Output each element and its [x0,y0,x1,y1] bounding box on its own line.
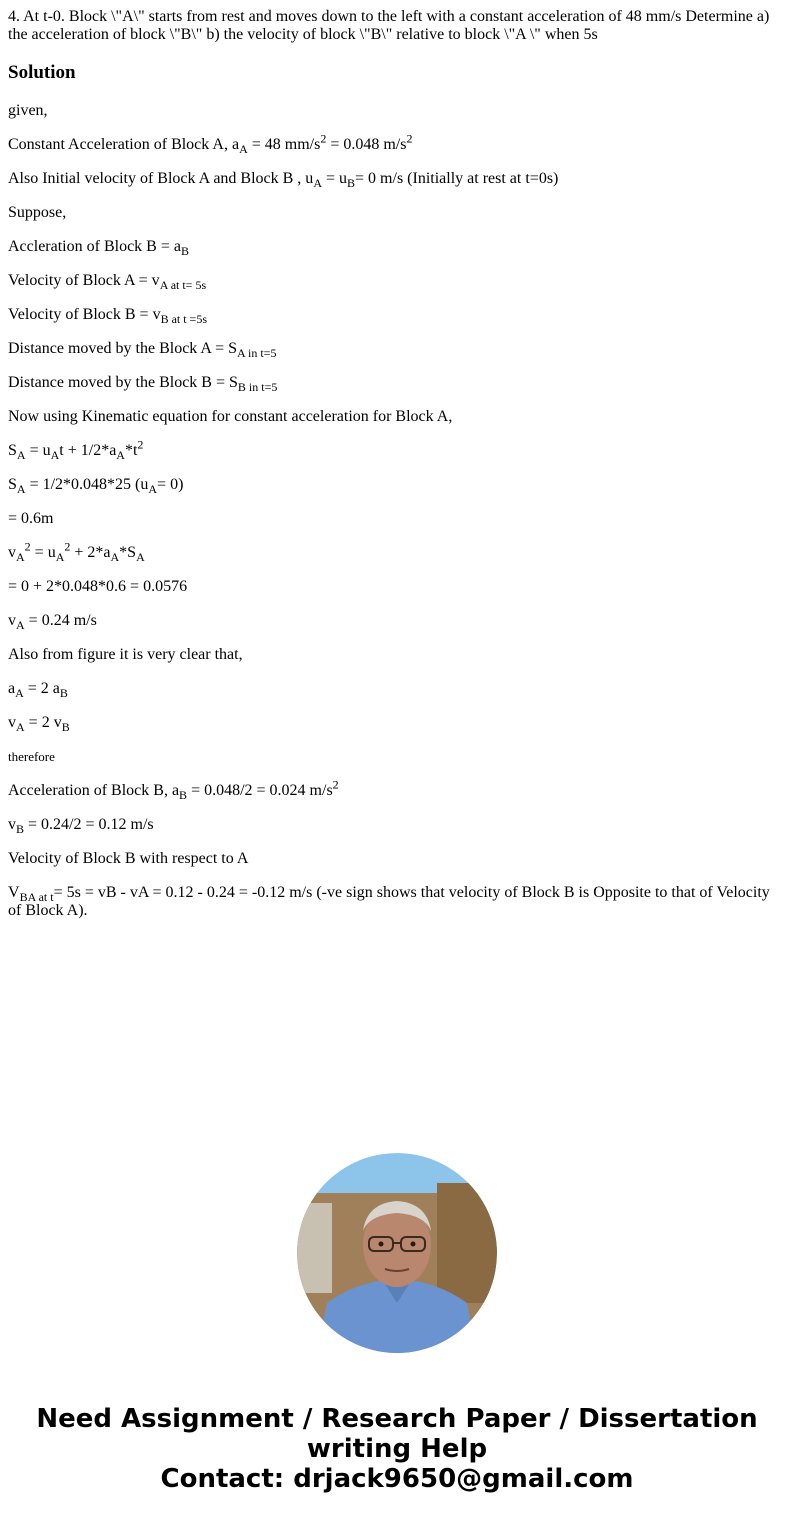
solution-heading: Solution [8,62,76,83]
distance-b-line: Distance moved by the Block $B = S_{B in t=5}$ [8,374,278,395]
equation-velocity-squared: $v_A^2 = u_A^2 + 2*a_A*S_A$ [8,539,145,565]
given-line: given, [8,102,48,119]
velocity-b-result: $v_B = 0.24/2 = 0.12$ m/s [8,816,154,837]
equation-displacement-result: = 0.6m [8,510,54,527]
acceleration-b-result: Acceleration of Block B, $a_B = 0.048/2 = 0.024$ $m/s^2$ [8,777,339,803]
equation-velocity-substituted: = 0 + 2*0.048*0.6 = 0.0576 [8,578,188,595]
velocity-b-line: Velocity of Block $B = v_{B at t =5s}$ [8,306,207,327]
promo-line-1: Need Assignment / Research Paper / Dissertation [36,1404,758,1434]
question-text: 4. At t-0. Block \"A\" starts from rest and moves down to the left with a constant acceleration of 48 mm/s Determine a) the acceleration of block \"B\" b) the velocity of block \"B\" relative to block \"A \" when 5s [8,8,770,43]
initial-velocity-line: Also Initial velocity of Block A and Block B , $u_A = u_B= 0$ m/s (Initially at rest at t=0s) [8,170,559,191]
figure-note-line: Also from figure it is very clear that, [8,646,243,663]
promo-footer [0,1404,794,1494]
promo-line-2: writing Help [306,1434,488,1464]
equation-displacement: $S_A = u_At + 1/2*a_A*t^2$ [8,437,144,463]
equation-displacement-substituted: $S_A = 1/2*0.048*25$ $(u_A= 0)$ [8,476,184,497]
equation-velocity-result: $v_A = 0.24$ m/s [8,612,97,633]
suppose-line: Suppose, [8,204,67,221]
relation-acceleration: $a_A = 2$ $a_B$ [8,680,68,701]
author-photo [297,1153,497,1353]
relation-velocity: $v_A = 2$ $v_B$ [8,714,70,735]
relative-velocity-heading: Velocity of Block B with respect to A [8,850,249,867]
promo-contact: Contact: drjack9650@gmail.com [160,1464,634,1494]
velocity-a-line: Velocity of Block $A = v_{A at t= 5s}$ [8,272,207,293]
relative-velocity-result: $V_{BA at t}= 5s$ = vB - vA = 0.12 - 0.24 = -0.12 m/s (-ve sign shows that velocity of Block B is Opposite to that of Velocity of Block A). [8,884,770,919]
author-portrait-icon [297,1153,497,1353]
therefore-line: therefore [8,749,55,764]
constant-acceleration-line: Constant Acceleration of Block A, $a_A = 48$ $mm/s^2 = 0.048$ $m/s^2$ [8,131,413,157]
acceleration-b-line: Accleration of Block $B = a_B$ [8,238,189,259]
kinematic-intro-line: Now using Kinematic equation for constant acceleration for Block A, [8,408,453,425]
distance-a-line: Distance moved by the Block $A = S_{A in t=5}$ [8,340,277,361]
